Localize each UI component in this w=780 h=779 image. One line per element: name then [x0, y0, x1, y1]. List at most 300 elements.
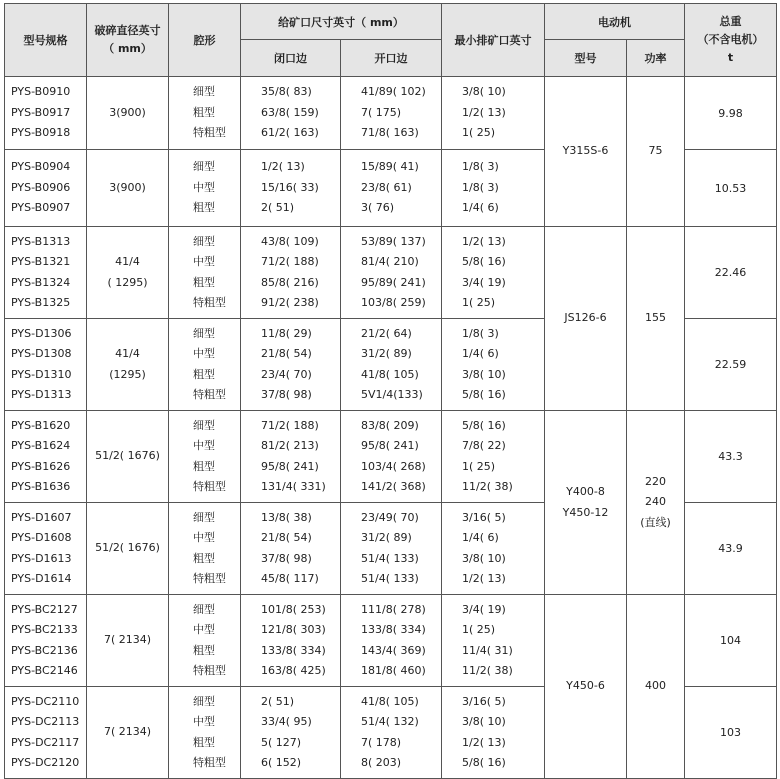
closed-side-cell-line: 163/8( 425) — [261, 663, 326, 677]
min-discharge-cell-line: 3/8( 10) — [462, 367, 506, 381]
model-cell — [5, 77, 87, 150]
cavity-cell — [169, 150, 241, 227]
header-diameter-line2: （ mm） — [103, 42, 152, 55]
model-cell — [5, 687, 87, 779]
min-discharge-cell-line: 5/8( 16) — [462, 755, 506, 769]
closed-side-cell-line: 45/8( 117) — [261, 571, 319, 585]
table-body — [5, 77, 777, 779]
open-side-cell — [341, 77, 442, 150]
model-cell-line: PYS-B0917 — [11, 105, 71, 119]
motor-power-cell — [627, 595, 685, 779]
cavity-cell-line: 细型 — [193, 694, 215, 708]
motor-power-cell-lines — [629, 308, 682, 328]
model-cell-lines — [7, 416, 84, 498]
open-side-cell-lines — [343, 600, 439, 682]
min-discharge-cell — [442, 595, 545, 687]
motor-model-cell-line: Y450-12 — [562, 505, 609, 519]
min-discharge-cell-line: 3/16( 5) — [462, 694, 506, 708]
min-discharge-cell-line: 3/8( 10) — [462, 551, 506, 565]
closed-side-cell-line: 13/8( 38) — [261, 510, 312, 524]
open-side-cell-line: 103/4( 268) — [361, 459, 426, 473]
open-side-cell-line: 8( 203) — [361, 755, 402, 769]
weight-cell: 104 — [685, 595, 777, 687]
closed-side-cell-line: 35/8( 83) — [261, 85, 312, 99]
cavity-cell-line: 粗型 — [193, 201, 215, 215]
model-cell — [5, 503, 87, 595]
closed-side-cell — [241, 411, 341, 503]
weight-cell: 43.3 — [685, 411, 777, 503]
min-discharge-cell-line: 1( 25) — [462, 623, 496, 637]
min-discharge-cell-line: 1/4( 6) — [462, 201, 499, 215]
open-side-cell-line: 5V1/4(133) — [361, 387, 423, 401]
header-weight-line3: t — [727, 51, 734, 64]
closed-side-cell-lines — [243, 416, 338, 498]
min-discharge-cell — [442, 687, 545, 779]
motor-model-cell — [545, 77, 627, 227]
motor-model-cell-lines — [547, 676, 624, 696]
closed-side-cell-lines — [243, 157, 338, 218]
header-weight — [685, 4, 777, 77]
model-cell — [5, 150, 87, 227]
min-discharge-cell-lines — [444, 508, 542, 590]
open-side-cell-line: 103/8( 259) — [361, 295, 426, 309]
model-cell — [5, 319, 87, 411]
closed-side-cell — [241, 150, 341, 227]
open-side-cell-lines — [343, 82, 439, 143]
diameter-cell-lines — [89, 538, 166, 558]
closed-side-cell-line: 85/8( 216) — [261, 275, 319, 289]
min-discharge-cell-lines — [444, 324, 542, 406]
diameter-cell — [87, 595, 169, 687]
closed-side-cell-line: 101/8( 253) — [261, 602, 326, 616]
open-side-cell-line: 53/89( 137) — [361, 234, 426, 248]
open-side-cell-line: 7( 175) — [361, 105, 402, 119]
model-cell-line: PYS-B0906 — [11, 180, 71, 194]
model-cell-line: PYS-D1613 — [11, 551, 72, 565]
model-cell-lines — [7, 508, 84, 590]
cavity-cell-line: 中型 — [193, 180, 215, 194]
open-side-cell-line: 95/89( 241) — [361, 275, 426, 289]
min-discharge-cell-line: 5/8( 16) — [462, 387, 506, 401]
header-motor-power: 功率 — [627, 40, 685, 77]
cavity-cell-lines — [171, 600, 238, 682]
diameter-cell — [87, 150, 169, 227]
motor-model-cell-lines — [547, 308, 624, 328]
min-discharge-cell-line: 1/4( 6) — [462, 347, 499, 361]
open-side-cell — [341, 150, 442, 227]
open-side-cell-lines — [343, 157, 439, 218]
closed-side-cell-line: 6( 152) — [261, 755, 302, 769]
model-cell-line: PYS-B1321 — [11, 255, 71, 269]
model-cell — [5, 227, 87, 319]
closed-side-cell-line: 23/4( 70) — [261, 367, 312, 381]
header-weight-line1: 总重 — [719, 15, 742, 28]
cavity-cell-line: 细型 — [193, 234, 215, 248]
closed-side-cell — [241, 503, 341, 595]
weight-cell: 22.59 — [685, 319, 777, 411]
cavity-cell-lines — [171, 82, 238, 143]
cavity-cell-line: 特粗型 — [193, 295, 226, 309]
model-cell-lines — [7, 157, 84, 218]
min-discharge-cell-lines — [444, 600, 542, 682]
model-cell-line: PYS-B1325 — [11, 295, 71, 309]
diameter-cell-lines — [89, 252, 166, 293]
cavity-cell-line: 中型 — [193, 255, 215, 269]
model-cell-lines — [7, 600, 84, 682]
open-side-cell-line: 51/4( 133) — [361, 551, 419, 565]
closed-side-cell-lines — [243, 324, 338, 406]
min-discharge-cell-line: 11/2( 38) — [462, 663, 513, 677]
model-cell-lines — [7, 324, 84, 406]
model-cell — [5, 595, 87, 687]
diameter-cell-line: ( 1295) — [107, 275, 148, 289]
motor-model-cell-line: JS126-6 — [564, 311, 607, 325]
closed-side-cell-line: 2( 51) — [261, 201, 295, 215]
diameter-cell-line: 3(900) — [109, 180, 146, 194]
motor-power-cell — [627, 77, 685, 227]
cavity-cell-line: 特粗型 — [193, 387, 226, 401]
min-discharge-cell-lines — [444, 82, 542, 143]
motor-model-cell — [545, 595, 627, 779]
diameter-cell — [87, 319, 169, 411]
motor-model-cell-lines — [547, 482, 624, 523]
model-cell-line: PYS-D1306 — [11, 326, 72, 340]
header-model: 型号规格 — [5, 4, 87, 77]
open-side-cell-line: 15/89( 41) — [361, 160, 419, 174]
cavity-cell-lines — [171, 324, 238, 406]
closed-side-cell — [241, 319, 341, 411]
open-side-cell — [341, 503, 442, 595]
motor-power-cell — [627, 411, 685, 595]
open-side-cell — [341, 319, 442, 411]
min-discharge-cell-line: 3/4( 19) — [462, 275, 506, 289]
table-row — [5, 411, 777, 503]
header-closed-side: 闭口边 — [241, 40, 341, 77]
model-cell-lines — [7, 232, 84, 314]
weight-cell: 103 — [685, 687, 777, 779]
model-cell-line: PYS-B0907 — [11, 201, 71, 215]
min-discharge-cell-line: 1/4( 6) — [462, 531, 499, 545]
cavity-cell-line: 粗型 — [193, 459, 215, 473]
cavity-cell — [169, 319, 241, 411]
min-discharge-cell-line: 1/8( 3) — [462, 326, 499, 340]
cavity-cell-line: 特粗型 — [193, 663, 226, 677]
motor-model-cell-line: Y400-8 — [566, 485, 605, 499]
min-discharge-cell-line: 11/2( 38) — [462, 479, 513, 493]
diameter-cell-line: 7( 2134) — [103, 725, 152, 739]
diameter-cell-line: 51/2( 1676) — [95, 541, 160, 555]
model-cell-line: PYS-D1607 — [11, 510, 72, 524]
model-cell — [5, 411, 87, 503]
model-cell-line: PYS-B1626 — [11, 459, 71, 473]
open-side-cell-line: 3( 76) — [361, 201, 395, 215]
cavity-cell-line: 粗型 — [193, 105, 215, 119]
closed-side-cell-line: 63/8( 159) — [261, 105, 319, 119]
motor-power-cell-lines — [629, 472, 682, 533]
cavity-cell-line: 细型 — [193, 510, 215, 524]
min-discharge-cell-lines — [444, 692, 542, 774]
open-side-cell-line: 81/4( 210) — [361, 255, 419, 269]
header-min-discharge: 最小排矿口英寸 — [442, 4, 545, 77]
cavity-cell-line: 特粗型 — [193, 479, 226, 493]
open-side-cell — [341, 227, 442, 319]
cavity-cell — [169, 503, 241, 595]
model-cell-line: PYS-B0910 — [11, 85, 71, 99]
header-cavity: 腔形 — [169, 4, 241, 77]
open-side-cell-line: 51/4( 132) — [361, 715, 419, 729]
cavity-cell-line: 粗型 — [193, 735, 215, 749]
diameter-cell-lines — [89, 446, 166, 466]
model-cell-line: PYS-D1608 — [11, 531, 72, 545]
open-side-cell — [341, 595, 442, 687]
diameter-cell — [87, 503, 169, 595]
cavity-cell — [169, 411, 241, 503]
closed-side-cell-line: 5( 127) — [261, 735, 302, 749]
closed-side-cell-line: 131/4( 331) — [261, 479, 326, 493]
cavity-cell-line: 中型 — [193, 715, 215, 729]
cavity-cell-line: 粗型 — [193, 275, 215, 289]
closed-side-cell-lines — [243, 692, 338, 774]
header-feed-opening: 给矿口尺寸英寸（ mm） — [241, 4, 442, 40]
open-side-cell-line: 31/2( 89) — [361, 531, 412, 545]
min-discharge-cell-line: 5/8( 16) — [462, 418, 506, 432]
diameter-cell — [87, 227, 169, 319]
open-side-cell-line: 41/8( 105) — [361, 367, 419, 381]
cavity-cell-lines — [171, 157, 238, 218]
diameter-cell-line: 7( 2134) — [103, 633, 152, 647]
model-cell-line: PYS-B1620 — [11, 418, 71, 432]
cavity-cell-lines — [171, 692, 238, 774]
cavity-cell — [169, 227, 241, 319]
closed-side-cell — [241, 77, 341, 150]
closed-side-cell-line: 15/16( 33) — [261, 180, 319, 194]
table-row — [5, 77, 777, 150]
cavity-cell-line: 粗型 — [193, 643, 215, 657]
closed-side-cell-line: 133/8( 334) — [261, 643, 326, 657]
motor-model-cell-line: Y315S-6 — [562, 144, 609, 158]
closed-side-cell-line: 71/2( 188) — [261, 418, 319, 432]
cavity-cell-lines — [171, 508, 238, 590]
min-discharge-cell-line: 3/8( 10) — [462, 715, 506, 729]
model-cell-line: PYS-BC2146 — [11, 663, 78, 677]
motor-model-cell-lines — [547, 141, 624, 161]
closed-side-cell-line: 37/8( 98) — [261, 551, 312, 565]
closed-side-cell-line: 2( 51) — [261, 694, 295, 708]
diameter-cell-lines — [89, 722, 166, 742]
min-discharge-cell — [442, 77, 545, 150]
min-discharge-cell-line: 1/2( 13) — [462, 105, 506, 119]
motor-power-cell-line: (直线) — [640, 515, 671, 529]
model-cell-line: PYS-B1624 — [11, 439, 71, 453]
cavity-cell-line: 中型 — [193, 439, 215, 453]
closed-side-cell-line: 43/8( 109) — [261, 234, 319, 248]
closed-side-cell-lines — [243, 600, 338, 682]
cavity-cell-line: 细型 — [193, 85, 215, 99]
min-discharge-cell-line: 11/4( 31) — [462, 643, 513, 657]
model-cell-line: PYS-B1313 — [11, 234, 71, 248]
motor-power-cell-line: 220 — [645, 474, 667, 488]
open-side-cell-line: 141/2( 368) — [361, 479, 426, 493]
closed-side-cell-line: 33/4( 95) — [261, 715, 312, 729]
closed-side-cell-line: 61/2( 163) — [261, 126, 319, 140]
cavity-cell — [169, 595, 241, 687]
model-cell-line: PYS-D1308 — [11, 347, 72, 361]
closed-side-cell — [241, 687, 341, 779]
model-cell-line: PYS-DC2120 — [11, 755, 80, 769]
cavity-cell-line: 特粗型 — [193, 571, 226, 585]
weight-cell: 10.53 — [685, 150, 777, 227]
open-side-cell-lines — [343, 508, 439, 590]
open-side-cell-line: 51/4( 133) — [361, 571, 419, 585]
diameter-cell-line: 51/2( 1676) — [95, 449, 160, 463]
closed-side-cell — [241, 227, 341, 319]
cavity-cell-lines — [171, 232, 238, 314]
open-side-cell-line: 83/8( 209) — [361, 418, 419, 432]
open-side-cell-line: 95/8( 241) — [361, 439, 419, 453]
model-cell-line: PYS-DC2110 — [11, 694, 80, 708]
min-discharge-cell-line: 1( 25) — [462, 459, 496, 473]
diameter-cell-line: 41/4 — [115, 255, 140, 269]
min-discharge-cell-line: 1( 25) — [462, 295, 496, 309]
diameter-cell-line: (1295) — [109, 367, 146, 381]
min-discharge-cell-line: 1/2( 13) — [462, 571, 506, 585]
open-side-cell-line: 23/8( 61) — [361, 180, 412, 194]
cavity-cell-line: 细型 — [193, 418, 215, 432]
closed-side-cell-lines — [243, 508, 338, 590]
min-discharge-cell-line: 1/8( 3) — [462, 180, 499, 194]
cavity-cell-line: 细型 — [193, 602, 215, 616]
open-side-cell-line: 21/2( 64) — [361, 326, 412, 340]
min-discharge-cell-lines — [444, 416, 542, 498]
model-cell-line: PYS-BC2136 — [11, 643, 78, 657]
cavity-cell-line: 粗型 — [193, 551, 215, 565]
header-diameter-line1: 破碎直径英寸 — [94, 24, 161, 37]
header-motor-model: 型号 — [545, 40, 627, 77]
cavity-cell — [169, 687, 241, 779]
closed-side-cell-line: 81/2( 213) — [261, 439, 319, 453]
min-discharge-cell-line: 1/2( 13) — [462, 234, 506, 248]
min-discharge-cell — [442, 319, 545, 411]
cavity-cell — [169, 77, 241, 150]
header-diameter — [87, 4, 169, 77]
model-cell-line: PYS-D1310 — [11, 367, 72, 381]
open-side-cell-lines — [343, 324, 439, 406]
min-discharge-cell-line: 7/8( 22) — [462, 439, 506, 453]
open-side-cell-lines — [343, 692, 439, 774]
min-discharge-cell-line: 1/8( 3) — [462, 160, 499, 174]
closed-side-cell-line: 1/2( 13) — [261, 160, 305, 174]
model-cell-line: PYS-B0904 — [11, 160, 71, 174]
motor-model-cell — [545, 411, 627, 595]
cavity-cell-line: 中型 — [193, 347, 215, 361]
open-side-cell-line: 41/89( 102) — [361, 85, 426, 99]
open-side-cell-line: 111/8( 278) — [361, 602, 426, 616]
closed-side-cell-lines — [243, 232, 338, 314]
min-discharge-cell-line: 3/4( 19) — [462, 602, 506, 616]
motor-power-cell-line: 155 — [645, 311, 667, 325]
min-discharge-cell — [442, 150, 545, 227]
header-open-side: 开口边 — [341, 40, 442, 77]
open-side-cell-line: 7( 178) — [361, 735, 402, 749]
diameter-cell-lines — [89, 178, 166, 198]
closed-side-cell-line: 37/8( 98) — [261, 387, 312, 401]
table-row — [5, 595, 777, 687]
model-cell-line: PYS-D1313 — [11, 387, 72, 401]
diameter-cell-lines — [89, 344, 166, 385]
motor-power-cell — [627, 227, 685, 411]
motor-power-cell-line: 75 — [648, 144, 663, 158]
closed-side-cell-line: 121/8( 303) — [261, 623, 326, 637]
min-discharge-cell-line: 3/16( 5) — [462, 510, 506, 524]
min-discharge-cell — [442, 411, 545, 503]
cavity-cell-line: 细型 — [193, 326, 215, 340]
motor-model-cell — [545, 227, 627, 411]
open-side-cell-lines — [343, 232, 439, 314]
model-cell-lines — [7, 692, 84, 774]
open-side-cell — [341, 687, 442, 779]
open-side-cell-line: 23/49( 70) — [361, 510, 419, 524]
open-side-cell-lines — [343, 416, 439, 498]
closed-side-cell-line: 11/8( 29) — [261, 326, 312, 340]
model-cell-line: PYS-B1324 — [11, 275, 71, 289]
closed-side-cell — [241, 595, 341, 687]
cavity-cell-lines — [171, 416, 238, 498]
open-side-cell-line: 143/4( 369) — [361, 643, 426, 657]
header-motor: 电动机 — [545, 4, 685, 40]
weight-cell: 22.46 — [685, 227, 777, 319]
model-cell-line: PYS-BC2127 — [11, 602, 78, 616]
open-side-cell-line: 133/8( 334) — [361, 623, 426, 637]
motor-power-cell-line: 400 — [645, 679, 667, 693]
min-discharge-cell — [442, 227, 545, 319]
diameter-cell-lines — [89, 103, 166, 123]
weight-cell: 9.98 — [685, 77, 777, 150]
min-discharge-cell-line: 5/8( 16) — [462, 255, 506, 269]
model-cell-line: PYS-D1614 — [11, 571, 72, 585]
motor-power-cell-lines — [629, 141, 682, 161]
cavity-cell-line: 特粗型 — [193, 126, 226, 140]
closed-side-cell-line: 91/2( 238) — [261, 295, 319, 309]
open-side-cell — [341, 411, 442, 503]
cavity-cell-line: 中型 — [193, 623, 215, 637]
min-discharge-cell-line: 1( 25) — [462, 126, 496, 140]
table-row — [5, 227, 777, 319]
closed-side-cell-line: 21/8( 54) — [261, 531, 312, 545]
cavity-cell-line: 细型 — [193, 160, 215, 174]
min-discharge-cell-line: 3/8( 10) — [462, 85, 506, 99]
closed-side-cell-line: 71/2( 188) — [261, 255, 319, 269]
diameter-cell — [87, 411, 169, 503]
min-discharge-cell-lines — [444, 157, 542, 218]
diameter-cell-line: 3(900) — [109, 105, 146, 119]
cavity-cell-line: 特粗型 — [193, 755, 226, 769]
model-cell-lines — [7, 82, 84, 143]
open-side-cell-line: 181/8( 460) — [361, 663, 426, 677]
header-weight-line2: （不含电机） — [697, 33, 764, 46]
open-side-cell-line: 71/8( 163) — [361, 126, 419, 140]
motor-model-cell-line: Y450-6 — [566, 679, 605, 693]
min-discharge-cell — [442, 503, 545, 595]
open-side-cell-line: 31/2( 89) — [361, 347, 412, 361]
diameter-cell-lines — [89, 630, 166, 650]
closed-side-cell-lines — [243, 82, 338, 143]
model-cell-line: PYS-B1636 — [11, 479, 71, 493]
closed-side-cell-line: 21/8( 54) — [261, 347, 312, 361]
cavity-cell-line: 中型 — [193, 531, 215, 545]
closed-side-cell-line: 95/8( 241) — [261, 459, 319, 473]
min-discharge-cell-lines — [444, 232, 542, 314]
model-cell-line: PYS-B0918 — [11, 126, 71, 140]
